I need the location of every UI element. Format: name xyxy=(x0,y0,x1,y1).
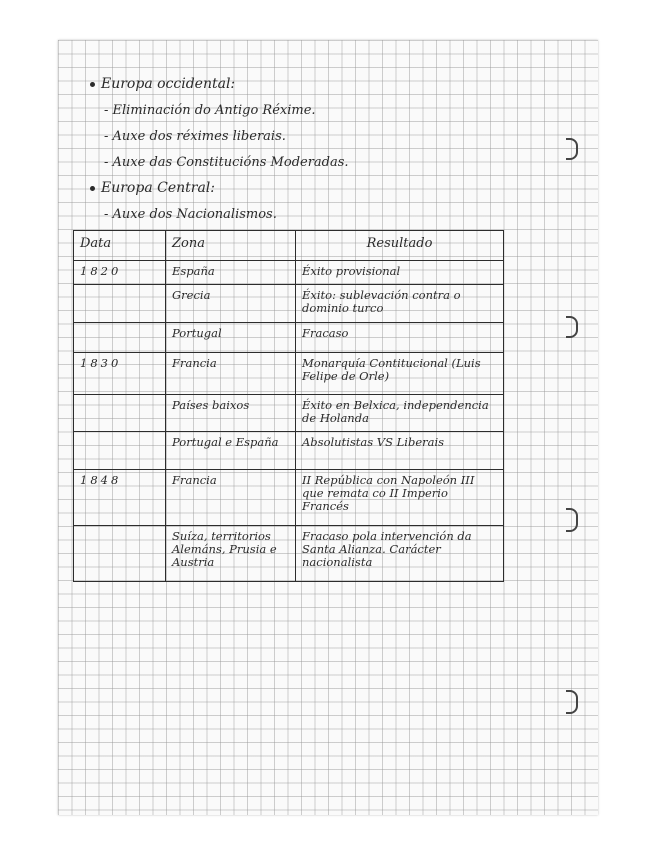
result-cell: Monarquía Contitucional (Luis Felipe de Orle) xyxy=(296,353,504,395)
zone-cell: Suíza, territorios Alemáns, Prusia e Austria xyxy=(166,525,296,581)
table-row xyxy=(74,285,504,323)
table-row xyxy=(74,395,504,431)
section-title: Europa occidental: xyxy=(101,76,236,92)
date-cell xyxy=(74,285,166,323)
binder-ring-mark xyxy=(566,690,578,714)
zone-cell: Países baixos xyxy=(166,395,296,431)
date-cell: 1820 xyxy=(74,261,166,285)
result-cell: Éxito en Belxica, independencia de Holanda xyxy=(296,395,504,431)
section-title: Europa Central: xyxy=(101,180,215,196)
table-header-row xyxy=(74,231,504,261)
bullet-europa-central xyxy=(90,180,215,196)
date-cell xyxy=(74,431,166,469)
table-row xyxy=(74,431,504,469)
revolutions-table-grid xyxy=(73,230,504,582)
date-cell: 1848 xyxy=(74,469,166,525)
table-row xyxy=(74,323,504,353)
result-cell: II República con Napoleón III que remata co II Imperio Francés xyxy=(296,469,504,525)
zone-cell: Francia xyxy=(166,469,296,525)
binder-ring-mark xyxy=(566,316,578,338)
result-cell: Absolutistas VS Liberais xyxy=(296,431,504,469)
result-cell: Éxito: sublevación contra o dominio turco xyxy=(296,285,504,323)
table-row xyxy=(74,353,504,395)
zone-cell: Portugal e España xyxy=(166,431,296,469)
binder-ring-mark xyxy=(566,138,578,160)
table-row xyxy=(74,469,504,525)
bullet-dot xyxy=(90,82,95,87)
bullet-europa-occidental xyxy=(90,76,235,92)
sub-item: - Eliminación do Antigo Réxime. xyxy=(104,103,316,118)
date-cell xyxy=(74,525,166,581)
sub-item: - Auxe das Constitucións Moderadas. xyxy=(104,155,349,170)
binder-ring-mark xyxy=(566,508,578,532)
zone-cell: Grecia xyxy=(166,285,296,323)
revolutions-table xyxy=(73,230,503,582)
sub-item: - Auxe dos réximes liberais. xyxy=(104,129,286,144)
table-row xyxy=(74,525,504,581)
zone-cell: Portugal xyxy=(166,323,296,353)
result-cell: Fracaso pola intervención da Santa Alianza. Carácter nacionalista xyxy=(296,525,504,581)
date-cell: 1830 xyxy=(74,353,166,395)
table-row xyxy=(74,261,504,285)
bullet-dot xyxy=(90,186,95,191)
header-result: Resultado xyxy=(296,231,504,261)
header-date: Data xyxy=(74,231,166,261)
header-zone: Zona xyxy=(166,231,296,261)
result-cell: Éxito provisional xyxy=(296,261,504,285)
date-cell xyxy=(74,323,166,353)
zone-cell: Francia xyxy=(166,353,296,395)
sub-item: - Auxe dos Nacionalismos. xyxy=(104,207,277,222)
result-cell: Fracaso xyxy=(296,323,504,353)
zone-cell: España xyxy=(166,261,296,285)
date-cell xyxy=(74,395,166,431)
